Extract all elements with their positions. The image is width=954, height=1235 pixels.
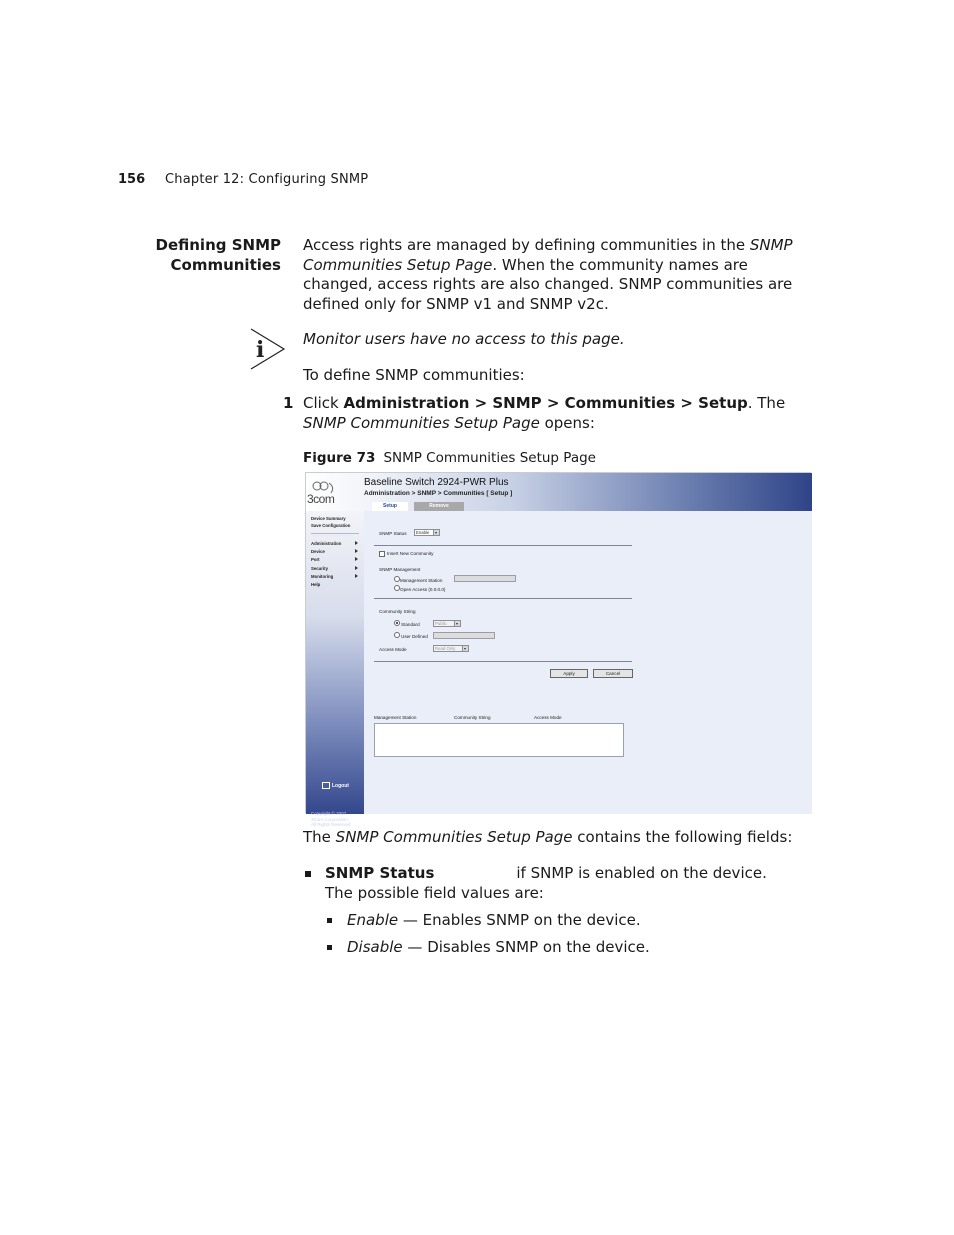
note-text: Monitor users have no access to this page. [303, 330, 625, 348]
monitoring-arrow-icon [355, 574, 358, 578]
standard-radio[interactable] [394, 620, 400, 626]
section-heading [140, 236, 281, 275]
user-defined-input[interactable] [433, 632, 495, 639]
section-heading-line1: Defining SNMP [155, 236, 281, 254]
tab-setup[interactable]: Setup [372, 502, 408, 511]
logout-link[interactable]: Logout [332, 783, 349, 789]
intro-page-name: SNMP Communities Setup Page [303, 236, 793, 274]
sidebar-item-port[interactable]: Port [311, 557, 320, 562]
standard-label: Standard [401, 622, 420, 627]
step-page-name: SNMP Communities Setup Page [303, 413, 540, 432]
chapter-title: Chapter 12: Configuring SNMP [165, 172, 369, 187]
chevron-down-icon [433, 530, 439, 535]
contains-b: contains the following fields: [572, 828, 793, 846]
divider [374, 661, 632, 662]
step-number: 1 [283, 394, 294, 412]
user-defined-radio[interactable] [394, 632, 400, 638]
figure-caption [303, 450, 596, 466]
community-string-label: Community String [379, 609, 416, 614]
copyright-line: 3Com Corporation. [311, 816, 350, 822]
page-number: 156 [118, 172, 146, 187]
copyright [311, 811, 351, 828]
table-header-management-station: Management Station [374, 715, 417, 720]
open-access-label: Open Access (0.0.0.0) [400, 587, 446, 592]
divider [374, 545, 632, 546]
table-header-access-mode: Access Mode [534, 715, 562, 720]
to-define-text: To define SNMP communities: [303, 366, 525, 384]
bullet-icon [305, 871, 311, 877]
step-click: Click [303, 394, 344, 412]
snmp-status-label: SNMP Status [379, 531, 407, 536]
sidebar-divider [311, 533, 359, 534]
sidebar-item-security[interactable]: Security [311, 566, 328, 571]
device-arrow-icon [355, 549, 358, 553]
value-desc: — Enables SNMP on the device. [398, 911, 641, 929]
copyright-line: All Rights Reserved [311, 822, 351, 827]
mgmt-station-input[interactable] [454, 575, 516, 582]
administration-arrow-icon [355, 541, 358, 545]
disable-value-item [347, 938, 857, 958]
sidebar-item-help[interactable]: Help [311, 582, 321, 587]
step-text [303, 394, 813, 433]
step-menu-path: Administration > SNMP > Communities > Setup [343, 394, 748, 412]
section-heading-line2: Communities [170, 255, 281, 274]
access-mode-label: Access Mode [379, 647, 407, 652]
sidebar-item-save-configuration[interactable]: Save Configuration [311, 523, 351, 528]
contains-paragraph [303, 828, 813, 848]
port-arrow-icon [355, 557, 358, 561]
value-name: Enable [347, 911, 399, 929]
sidebar-item-device[interactable]: Device [311, 549, 325, 554]
step-tail: opens: [539, 413, 595, 432]
figure-label: Figure 73 [303, 450, 376, 466]
table-header-community-string: Community String [454, 715, 491, 720]
cancel-button[interactable]: Cancel [593, 669, 633, 678]
figure-title: SNMP Communities Setup Page [383, 450, 596, 466]
intro-paragraph [303, 236, 813, 314]
info-note-icon [250, 328, 286, 370]
divider [374, 598, 632, 599]
insert-new-label: Insert New Community [387, 551, 434, 556]
security-arrow-icon [355, 566, 358, 570]
contains-a: The [303, 828, 336, 846]
svg-text:i: i [256, 337, 265, 363]
snmp-status-select[interactable] [414, 529, 440, 536]
intro-text-a: Access rights are managed by defining communities in the [303, 236, 750, 254]
field-description: if SNMP is enabled on the device. The possible field values are: [325, 864, 767, 902]
breadcrumb: Administration > SNMP > Communities [ Setup ] [364, 490, 513, 497]
field-name: SNMP Status [325, 864, 435, 882]
setup-form [364, 511, 812, 814]
app-title: Baseline Switch 2924-PWR Plus [364, 477, 509, 488]
enable-value-item [347, 911, 857, 931]
communities-table [374, 723, 624, 757]
intro-text-b: . When the community names are changed, access rights are also changed. SNMP communities are defined only for SNMP v1 and SNMP v2c. [303, 255, 793, 313]
value-name: Disable [347, 938, 403, 956]
access-mode-select[interactable] [433, 645, 469, 652]
tab-remove[interactable]: Remove [414, 502, 464, 511]
snmp-status-value: Enable [416, 530, 430, 535]
step-mid: . The [747, 394, 786, 412]
insert-new-checkbox[interactable] [379, 551, 385, 557]
user-defined-label: User Defined [401, 634, 428, 639]
sidebar-item-administration[interactable]: Administration [311, 541, 342, 546]
standard-value: Public [435, 621, 447, 626]
bullet-icon [327, 945, 332, 950]
mgmt-station-label: Management Station [400, 578, 443, 583]
sidebar-item-monitoring[interactable]: Monitoring [311, 574, 334, 579]
apply-button[interactable]: Apply [550, 669, 588, 678]
access-mode-value: Read Only [435, 646, 456, 651]
bullet-icon [327, 918, 332, 923]
logout-icon [322, 782, 330, 789]
standard-select[interactable] [433, 620, 461, 627]
chevron-down-icon [462, 646, 468, 651]
snmp-management-label: SNMP Management [379, 567, 421, 572]
chevron-down-icon [454, 621, 460, 626]
sidebar-item-device-summary[interactable]: Device Summary [311, 516, 346, 521]
snmp-setup-screenshot [305, 472, 811, 827]
contains-page-name: SNMP Communities Setup Page [335, 828, 573, 846]
copyright-line: Copyright © 2007 [311, 811, 347, 816]
3com-logo-text: 3com [307, 492, 335, 506]
value-desc: — Disables SNMP on the device. [402, 938, 650, 956]
sidebar [306, 511, 364, 827]
snmp-status-field [325, 864, 795, 903]
